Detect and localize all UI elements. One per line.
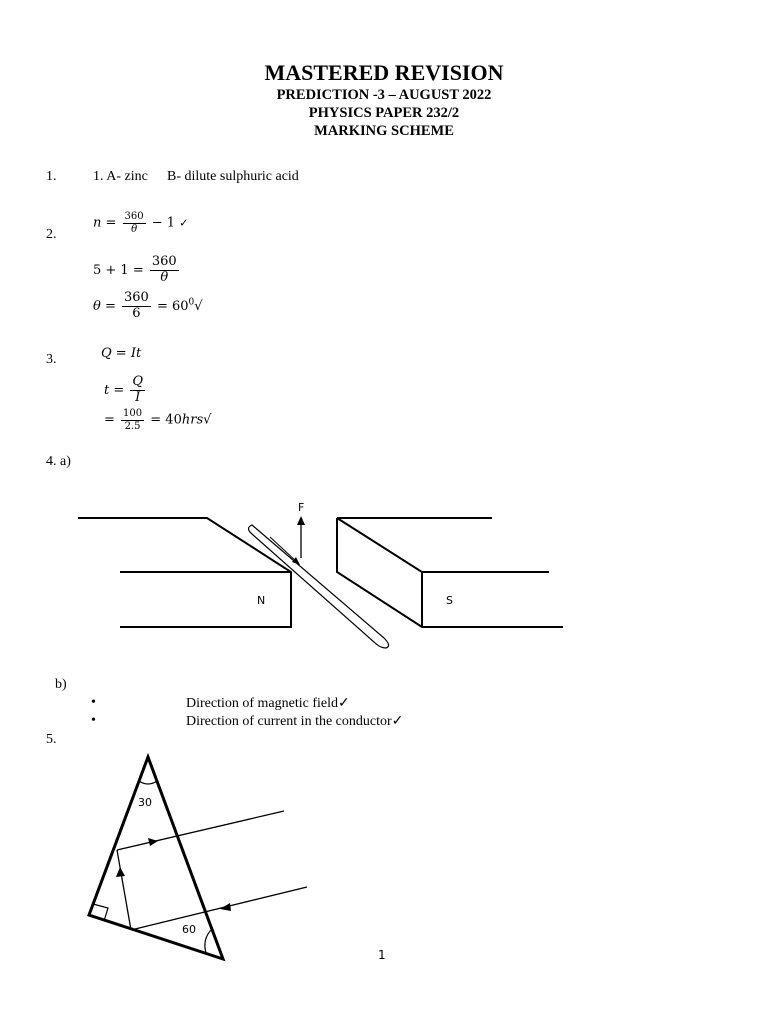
bottom-angle-label: 60 [182, 923, 196, 936]
top-angle-label: 30 [138, 796, 152, 809]
numerator: 100 [123, 408, 143, 419]
question-4b-label: b) [55, 677, 67, 692]
force-label: F [298, 501, 305, 514]
denominator: 6 [132, 305, 141, 321]
conductor-rod [249, 525, 389, 648]
page-number: 1 [378, 948, 386, 962]
eq-rhs: = 40 [150, 412, 182, 428]
prism-outline [89, 757, 223, 959]
eq-lhs: 5 + 1 = [93, 262, 144, 278]
eq-lhs: = [104, 412, 115, 428]
fraction [122, 291, 151, 322]
denominator: 2.5 [124, 420, 141, 432]
numerator: 360 [124, 290, 149, 305]
south-pole-label: S [446, 594, 453, 607]
bullet-icon: • [91, 695, 96, 710]
degree-superscript: 0 [188, 297, 195, 308]
question-1-number: 1. [46, 169, 57, 184]
magnet-conductor-diagram [0, 490, 768, 660]
subtitle-prediction: PREDICTION -3 – AUGUST 2022 [276, 87, 492, 103]
eq-rhs: = 60 [156, 298, 189, 314]
fraction [150, 255, 179, 286]
incident-ray-arrow [220, 903, 231, 911]
eq-lhs: θ = [93, 298, 116, 314]
prism-diagram [0, 745, 330, 970]
eq-rhs: − 1 [151, 215, 176, 231]
unit: hrs [181, 412, 204, 428]
question-1-answer-b: B- dilute sulphuric acid [167, 169, 299, 184]
reflected-ray [117, 850, 131, 930]
current-arrow [270, 537, 297, 562]
numerator: 360 [124, 211, 144, 222]
question-3-equation-1: Q = It [101, 346, 142, 361]
page-title: MASTERED REVISION [264, 60, 504, 85]
bullet-icon: • [91, 713, 96, 728]
question-2-number: 2. [46, 227, 57, 242]
force-arrow-head [297, 516, 305, 525]
numerator: 360 [151, 254, 177, 269]
question-3-equation-3 [104, 408, 211, 432]
question-2-equation-1 [93, 211, 188, 235]
south-magnet-front-edge [337, 518, 422, 627]
north-pole-label: N [257, 594, 266, 607]
top-angle-arc [139, 781, 157, 784]
subtitle-paper: PHYSICS PAPER 232/2 [308, 105, 460, 121]
bullet-item-1: Direction of magnetic field✓ [186, 696, 350, 711]
fraction [130, 375, 145, 406]
subtitle-scheme: MARKING SCHEME [314, 123, 454, 139]
reflected-ray-arrow [116, 867, 125, 877]
question-5-number: 5. [46, 732, 57, 747]
tick-mark-icon: √ [203, 412, 212, 428]
emergent-ray-arrow [148, 838, 158, 846]
incident-ray [131, 887, 307, 930]
question-1-answer-a: 1. A- zinc [93, 169, 148, 184]
bullet-item-2: Direction of current in the conductor✓ [186, 714, 404, 729]
tick-mark-icon: √ [194, 298, 203, 314]
eq-lhs: t = [104, 382, 125, 398]
numerator: Q [132, 374, 144, 389]
fraction [123, 211, 146, 235]
question-3-number: 3. [46, 352, 57, 367]
question-4a-label: 4. a) [46, 454, 71, 469]
denominator: θ [131, 223, 138, 235]
denominator: θ [160, 269, 169, 285]
denominator: I [135, 389, 141, 405]
question-3-equation-2 [104, 375, 147, 406]
question-2-equation-3 [93, 291, 203, 322]
question-2-equation-2 [93, 255, 181, 286]
fraction [121, 408, 144, 432]
check-mark-icon: ✓ [179, 216, 189, 230]
eq-lhs: n = [93, 215, 117, 231]
bottom-angle-arc [205, 929, 212, 953]
emergent-ray [117, 811, 284, 850]
